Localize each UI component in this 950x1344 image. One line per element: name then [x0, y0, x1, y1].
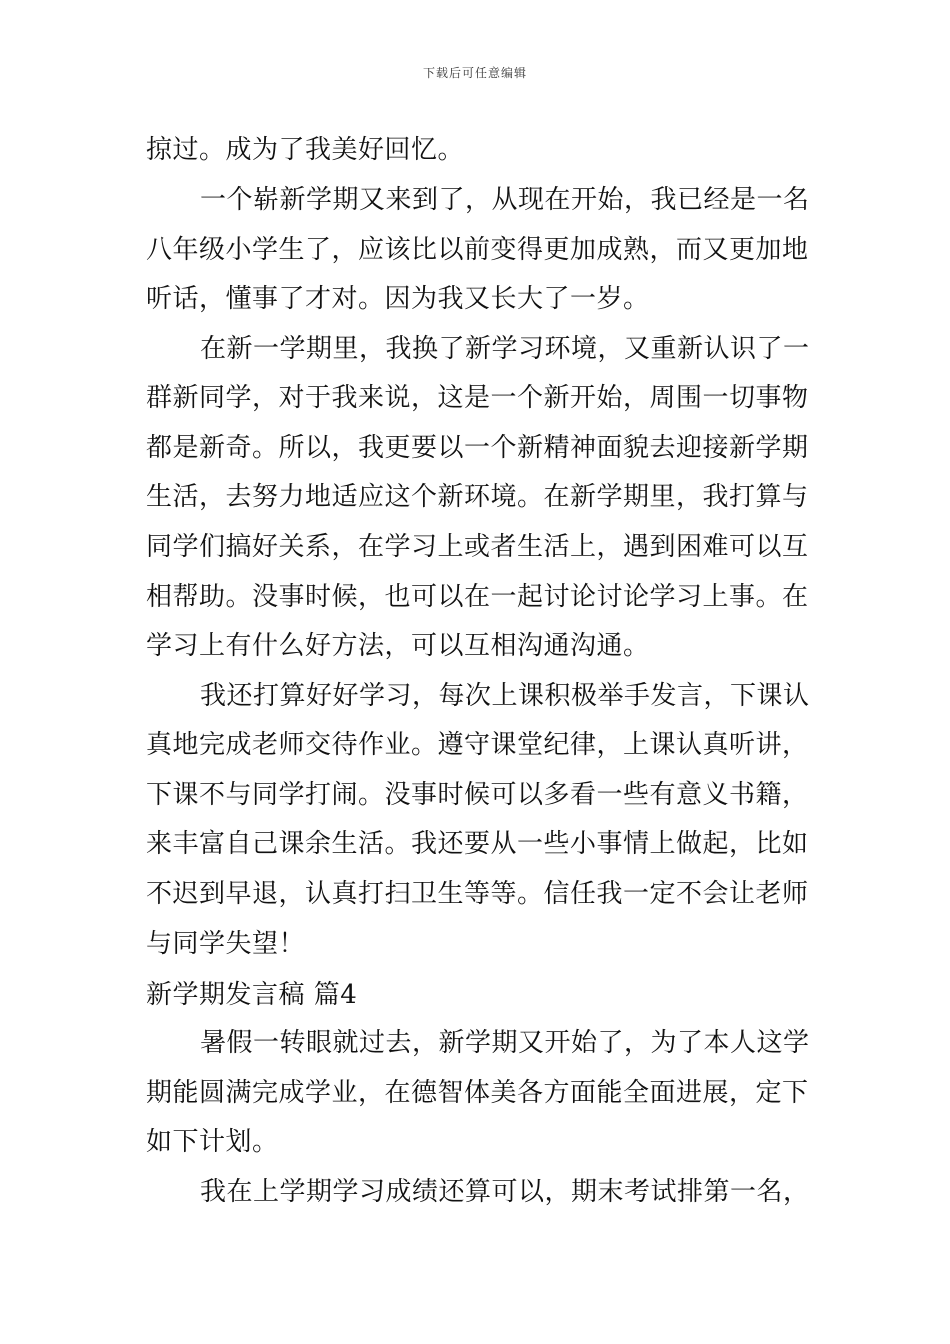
text-line: 我在上学期学习成绩还算可以，期末考试排第一名， [200, 1177, 810, 1207]
text-line: 都是新奇。所以，我更要以一个新精神面貌去迎接新学期 [146, 433, 809, 463]
text-line: 一个崭新学期又来到了，从现在开始，我已经是一名 [200, 185, 810, 215]
text-line: 暑假一转眼就过去，新学期又开始了，为了本人这学 [200, 1028, 810, 1058]
text-line: 真地完成老师交待作业。遵守课堂纪律，上课认真听讲， [146, 730, 809, 760]
text-line: 掠过。成为了我美好回忆。 [146, 135, 465, 165]
text-line: 群新同学，对于我来说，这是一个新开始，周围一切事物 [146, 383, 809, 413]
text-line: 听话，懂事了才对。因为我又长大了一岁。 [146, 284, 650, 314]
text-line: 生活，去努力地适应这个新环境。在新学期里，我打算与 [146, 482, 809, 512]
page-header: 下载后可任意编辑 [422, 66, 527, 80]
text-line: 期能圆满完成学业，在德智体美各方面能全面进展，定下 [146, 1078, 809, 1108]
section-heading: 新学期发言稿 篇4 [146, 980, 358, 1010]
text-line: 下课不与同学打闹。没事时候可以多看一些有意义书籍， [146, 780, 809, 810]
text-line: 来丰富自己课余生活。我还要从一些小事情上做起，比如 [146, 829, 809, 859]
text-line: 学习上有什么好方法，可以互相沟通沟通。 [146, 631, 650, 661]
text-line: 八年级小学生了，应该比以前变得更加成熟，而又更加地 [146, 235, 809, 265]
text-line: 我还打算好好学习，每次上课积极举手发言，下课认 [200, 681, 810, 711]
text-line: 同学们搞好关系，在学习上或者生活上，遇到困难可以互 [146, 532, 809, 562]
text-line: 相帮助。没事时候，也可以在一起讨论讨论学习上事。在 [146, 582, 809, 612]
text-line: 不迟到早退，认真打扫卫生等等。信任我一定不会让老师 [146, 879, 809, 909]
text-line: 在新一学期里，我换了新学习环境，又重新认识了一 [200, 334, 810, 364]
text-line: 与同学失望！ [146, 929, 306, 959]
text-line: 如下计划。 [146, 1127, 279, 1157]
